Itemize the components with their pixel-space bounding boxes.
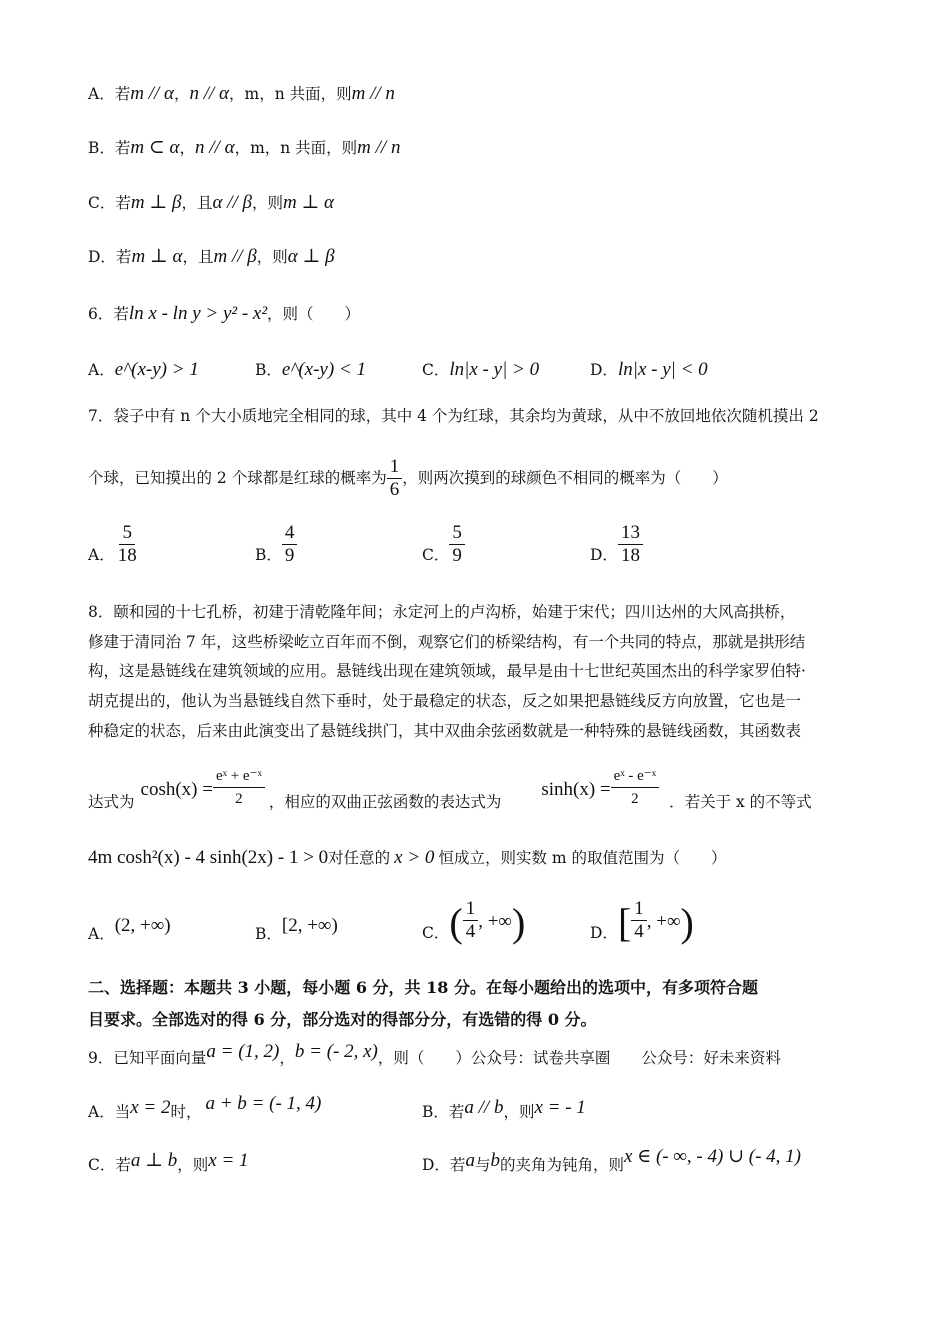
q8-line5: 种稳定的状态，后来由此演变出了悬链线拱门，其中双曲余弦函数就是一种特殊的悬链线函数，其函数表	[88, 722, 802, 740]
q8-line2: 修建于清同治 7 年，这些桥梁屹立百年而不倒，观察它们的桥梁结构，有一个共同的特点，那就是拱形结	[88, 633, 806, 651]
option-label: D．	[590, 546, 618, 564]
text: 个球，已知摸出的 2 个球都是红球的概率为	[88, 469, 387, 487]
q5-option-d	[88, 247, 335, 267]
option-label: B．若	[422, 1103, 465, 1121]
option-label: D．	[590, 924, 618, 942]
q9-option-d	[422, 1146, 801, 1176]
q7-stem-line2	[88, 448, 728, 508]
denominator: 2	[235, 791, 243, 807]
math-expr: 4m cosh²(x) - 4 sinh(2x) - 1 > 0	[88, 847, 329, 868]
text: ，相应的双曲正弦函数的表达式为	[268, 793, 502, 811]
math-expr: x = - 1	[534, 1097, 586, 1118]
math-expr: m // n	[357, 137, 401, 158]
fraction	[387, 456, 403, 501]
option-label: C．若	[88, 194, 131, 212]
math-expr: b = (- 2, x)	[294, 1041, 378, 1062]
q8-option-d	[590, 898, 694, 945]
text: 恒成立，则实数 m 的取值范围为（ ）	[438, 849, 727, 867]
text: 的夹角为钝角，则	[499, 1156, 624, 1174]
numerator: 1	[631, 898, 647, 921]
q9-option-a	[88, 1093, 322, 1123]
option-label: C．	[422, 361, 450, 379]
q7-option-a	[88, 522, 140, 567]
q9-option-b	[422, 1097, 586, 1123]
math-expr: ln|x - y| < 0	[617, 359, 708, 380]
denominator: 4	[634, 921, 644, 942]
text: 与	[474, 1156, 491, 1174]
text: ，则（ ）	[267, 305, 361, 323]
text: ，则	[256, 248, 288, 266]
math-expr: m ⊂ α	[130, 137, 180, 158]
question-number: 6．若	[88, 305, 129, 323]
math-expr: a // b	[464, 1097, 504, 1118]
text: 对任意的	[328, 849, 391, 867]
fraction	[631, 898, 647, 943]
math-expr: a	[465, 1150, 475, 1171]
math-expr: x > 0	[394, 847, 435, 868]
bracket: )	[511, 900, 526, 945]
math-expr: α // β	[212, 192, 252, 213]
text: ，且	[181, 194, 213, 212]
text: ，则	[177, 1156, 209, 1174]
fraction	[282, 522, 298, 567]
math-expr: e^(x-y) > 1	[114, 359, 199, 380]
math-expr: m // n	[351, 83, 395, 104]
q7-option-d	[590, 522, 643, 567]
numerator: 1	[463, 898, 479, 921]
math-expr: m // β	[213, 246, 257, 267]
fraction	[618, 522, 643, 567]
numerator: 5	[449, 522, 465, 545]
option-label: B．	[255, 361, 282, 379]
numerator: 5	[119, 522, 135, 545]
math-expr: ln x - ln y > y² - x²	[128, 303, 268, 324]
q7-option-c	[422, 522, 465, 567]
fraction	[213, 765, 265, 810]
option-label: A．	[88, 546, 115, 564]
math-expr: cosh(x) =	[140, 779, 213, 800]
numerator: eˣ - e⁻ˣ	[611, 765, 659, 788]
text: ．若关于 x 的不等式	[669, 793, 812, 811]
option-label: A．	[88, 925, 115, 943]
denominator: 6	[389, 478, 400, 500]
text: ，	[179, 139, 196, 157]
text: ，m，n 共面，则	[234, 139, 358, 157]
section-heading-line2: 目要求。全部选对的得 6 分，部分选对的得部分分，有选错的得 0 分。	[88, 1010, 597, 1029]
math-expr: m ⊥ α	[282, 192, 335, 213]
text: ，则两次摸到的球颜色不相同的概率为（ ）	[402, 469, 728, 487]
denominator: 18	[117, 545, 137, 566]
text: ，且	[182, 248, 214, 266]
q5-option-c	[88, 193, 334, 213]
q9-stem	[88, 1041, 781, 1068]
text: ，则	[251, 194, 283, 212]
q6-stem	[88, 304, 360, 324]
math-expr: ln|x - y| > 0	[449, 359, 540, 380]
text: 达式为	[88, 793, 135, 811]
option-label: C．	[422, 924, 450, 942]
section-heading-line1: 二、选择题：本题共 3 小题，每小题 6 分，共 18 分。在每小题给出的选项中，有多项符合题	[88, 978, 758, 997]
math-expr: n // α	[195, 137, 235, 158]
q6-option-c	[422, 358, 539, 381]
q8-line4: 胡克提出的，他认为当悬链线自然下垂时，处于最稳定的状态，反之如果把悬链线反方向放置，它也是一	[88, 692, 802, 710]
math-expr: m ⊥ β	[130, 192, 182, 213]
option-label: D．若	[422, 1156, 466, 1174]
math-expr: n // α	[189, 83, 230, 104]
numerator: 4	[282, 522, 298, 545]
q8-line7	[88, 848, 727, 868]
math-expr: a = (1, 2)	[206, 1041, 280, 1062]
q6-option-b	[255, 358, 366, 381]
option-label: D．若	[88, 248, 132, 266]
q5-option-a	[88, 84, 395, 104]
bracket: [	[617, 900, 632, 945]
math-expr: m // α	[130, 83, 174, 104]
q8-option-a	[88, 915, 171, 945]
numerator: 13	[618, 522, 643, 545]
math-expr: m ⊥ α	[131, 246, 183, 267]
fraction	[115, 522, 140, 567]
numerator: eˣ + e⁻ˣ	[213, 765, 265, 788]
text: ，m，n 共面，则	[229, 85, 352, 103]
math-expr: a ⊥ b	[130, 1150, 178, 1171]
math-expr: , +∞	[646, 911, 681, 932]
fraction	[449, 522, 465, 567]
option-label: A．若	[88, 85, 131, 103]
denominator: 9	[284, 545, 295, 566]
q8-line6	[88, 760, 868, 816]
denominator: 18	[620, 545, 640, 566]
math-expr: x = 2	[130, 1097, 171, 1118]
q8-option-b	[255, 915, 338, 945]
text: ，	[173, 85, 190, 103]
math-expr: α ⊥ β	[287, 246, 335, 267]
denominator: 4	[465, 921, 476, 942]
bracket: )	[680, 900, 694, 945]
q6-option-d	[590, 358, 708, 381]
text: ，则	[503, 1103, 535, 1121]
math-expr: b	[490, 1150, 500, 1171]
question-number: 9．已知平面向量	[88, 1049, 207, 1067]
q9-option-c	[88, 1150, 249, 1176]
math-expr: e^(x-y) < 1	[281, 359, 367, 380]
text: 时，	[170, 1103, 202, 1121]
q8-line3: 构，这是悬链线在建筑领域的应用。悬链线出现在建筑领域，最早是由十七世纪英国杰出的科学家罗伯特·	[88, 662, 806, 680]
math-expr: x = 1	[208, 1150, 249, 1171]
math-expr: x ∈ (- ∞, - 4) ∪ (- 4, 1)	[623, 1146, 801, 1167]
option-label: B．	[255, 546, 282, 564]
option-label: A．当	[88, 1103, 131, 1121]
q8-option-c	[422, 898, 525, 945]
bracket: (	[449, 900, 463, 945]
option-label: A．	[88, 361, 115, 379]
math-expr: [2, +∞)	[281, 915, 338, 936]
option-label: D．	[590, 361, 618, 379]
q7-stem-line1: 7．袋子中有 n 个大小质地完全相同的球，其中 4 个为红球，其余均为黄球，从中不放回地依次随机摸出 2	[88, 407, 819, 425]
q8-line1: 8．颐和园的十七孔桥，初建于清乾隆年间；永定河上的卢沟桥，始建于宋代；四川达州的大风高拱桥，	[88, 603, 796, 621]
fraction	[611, 765, 659, 810]
option-label: B．若	[88, 139, 131, 157]
math-expr: sinh(x) =	[541, 779, 611, 800]
option-label: C．	[422, 546, 450, 564]
q6-option-a	[88, 358, 199, 381]
denominator: 2	[631, 791, 639, 807]
numerator: 1	[387, 456, 403, 479]
option-label: B．	[255, 925, 282, 943]
option-label: C．若	[88, 1156, 131, 1174]
text: ，则（ ）公众号：试卷共享圈 公众号：好未来资料	[377, 1049, 781, 1067]
fraction	[463, 898, 479, 943]
math-expr: (2, +∞)	[114, 915, 171, 936]
math-expr: , +∞	[478, 911, 512, 932]
denominator: 9	[452, 545, 462, 566]
text: ，	[279, 1049, 295, 1067]
q5-option-b	[88, 138, 400, 158]
q7-option-b	[255, 522, 297, 567]
math-expr: a + b = (- 1, 4)	[205, 1093, 322, 1114]
